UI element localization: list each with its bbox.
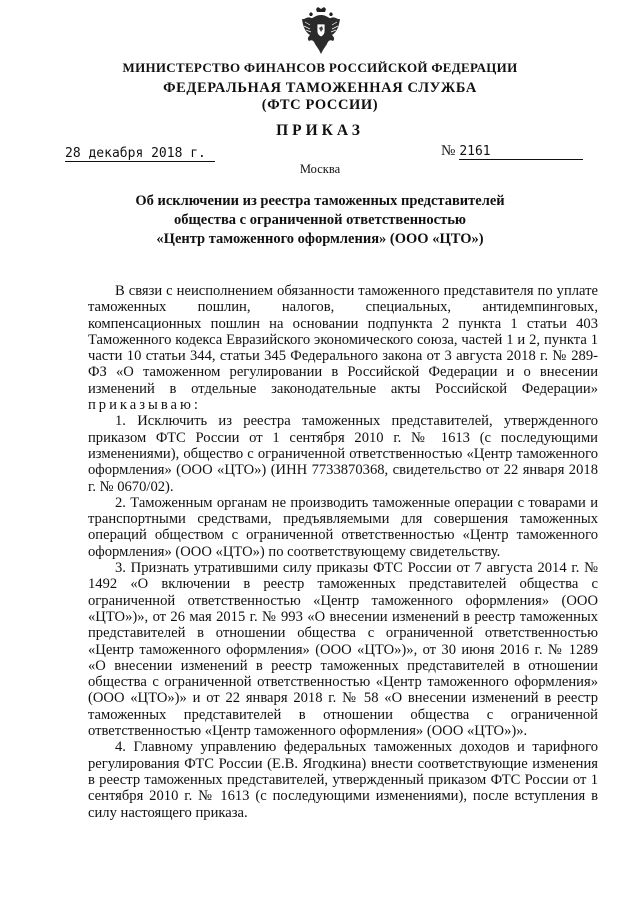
item-paragraph-3: 3. Признать утратившими силу приказы ФТС России от 7 августа 2014 г. № 1492 «О включении в реестр таможенных представителей общества с ограниченной ответственностью «Центр таможенного оформления» (ООО «ЦТО»)», от 26 мая 2015 г. № 993 «О внесении изменений в реестр таможенных представителей в отношении общества с ограниченной ответственностью «Центр таможенного оформления» (ООО «ЦТО»)», от 30 июня 2016 г. № 1289 «О внесении изменений в реестр таможенных представителей в отношении общества с ограниченной ответственностью «Центр таможенного оформления» (ООО «ЦТО»)» и от 22 января 2018 г. № 58 «О внесении изменений в реестр таможенных представителей в отношении общества с ограниченной ответственностью «Центр таможенного оформления» (ООО «ЦТО»)». xyxy=(88,560,598,740)
title-line-2: общества с ограниченной ответственностью xyxy=(174,212,466,228)
order-word: приказываю: xyxy=(88,397,201,414)
title-line-3: «Центр таможенного оформления» (ООО «ЦТО») xyxy=(156,231,484,247)
document-type: ПРИКАЗ xyxy=(276,122,364,139)
service-abbreviation: (ФТС РОССИИ) xyxy=(261,97,379,113)
service-name: ФЕДЕРАЛЬНАЯ ТАМОЖЕННАЯ СЛУЖБА xyxy=(163,80,477,96)
title-line-1: Об исключении из реестра таможенных представителей xyxy=(135,193,505,209)
document-body xyxy=(88,283,598,821)
number-sign: № xyxy=(441,143,456,159)
preamble-text: В связи с неисполнением обязанности таможенного представителя по уплате таможенных пошлин, налогов, специальных, антидемпинговых, компенсационных пошлин на основании подпункта 2 пункта 1 статьи 403 Таможенного кодекса Евразийского экономического союза, частей 1 и 2, пункта 1 части 10 статьи 344, статьи 345 Федерального закона от 3 августа 2018 г. № 289-ФЗ «О таможенном регулировании в Российской Федерации и о внесении изменений в отдельные законодательные акты Российской Федерации» xyxy=(88,283,598,397)
document-city: Москва xyxy=(299,162,341,176)
document-number: 2161 xyxy=(459,144,583,160)
document-date: 28 декабря 2018 г. xyxy=(65,146,215,162)
document-number-field xyxy=(441,143,591,160)
item-paragraph-4: 4. Главному управлению федеральных таможенных доходов и тарифного регулирования ФТС России (Е.В. Ягодкина) внести соответствующие изменения в реестр таможенных представителей, утвержденный приказом ФТС России от 1 сентября 2010 г. № 1613 (с последующими изменениями), после вступления в силу настоящего приказа. xyxy=(88,739,598,821)
item-paragraph-2: 2. Таможенным органам не производить таможенные операции с товарами и транспортными средствами, предъявляемыми для совершения таможенных операций обществом с ограниченной ответственностью «Центр таможенного оформления» (ООО «ЦТО») по соответствующему свидетельству. xyxy=(88,494,598,560)
item-paragraph-1: 1. Исключить из реестра таможенных представителей, утвержденного приказом ФТС России от 1 сентября 2010 г. № 1613 (с последующими изменениями), общество с ограниченной ответственностью «Центр таможенного оформления» (ООО «ЦТО») (ИНН 7733870368, свидетельство от 22 января 2018 г. № 0670/02). xyxy=(88,413,598,495)
coat-of-arms-icon xyxy=(299,6,343,56)
preamble-paragraph xyxy=(88,283,598,413)
ministry-name: МИНИСТЕРСТВО ФИНАНСОВ РОССИЙСКОЙ ФЕДЕРАЦИИ xyxy=(122,60,518,75)
